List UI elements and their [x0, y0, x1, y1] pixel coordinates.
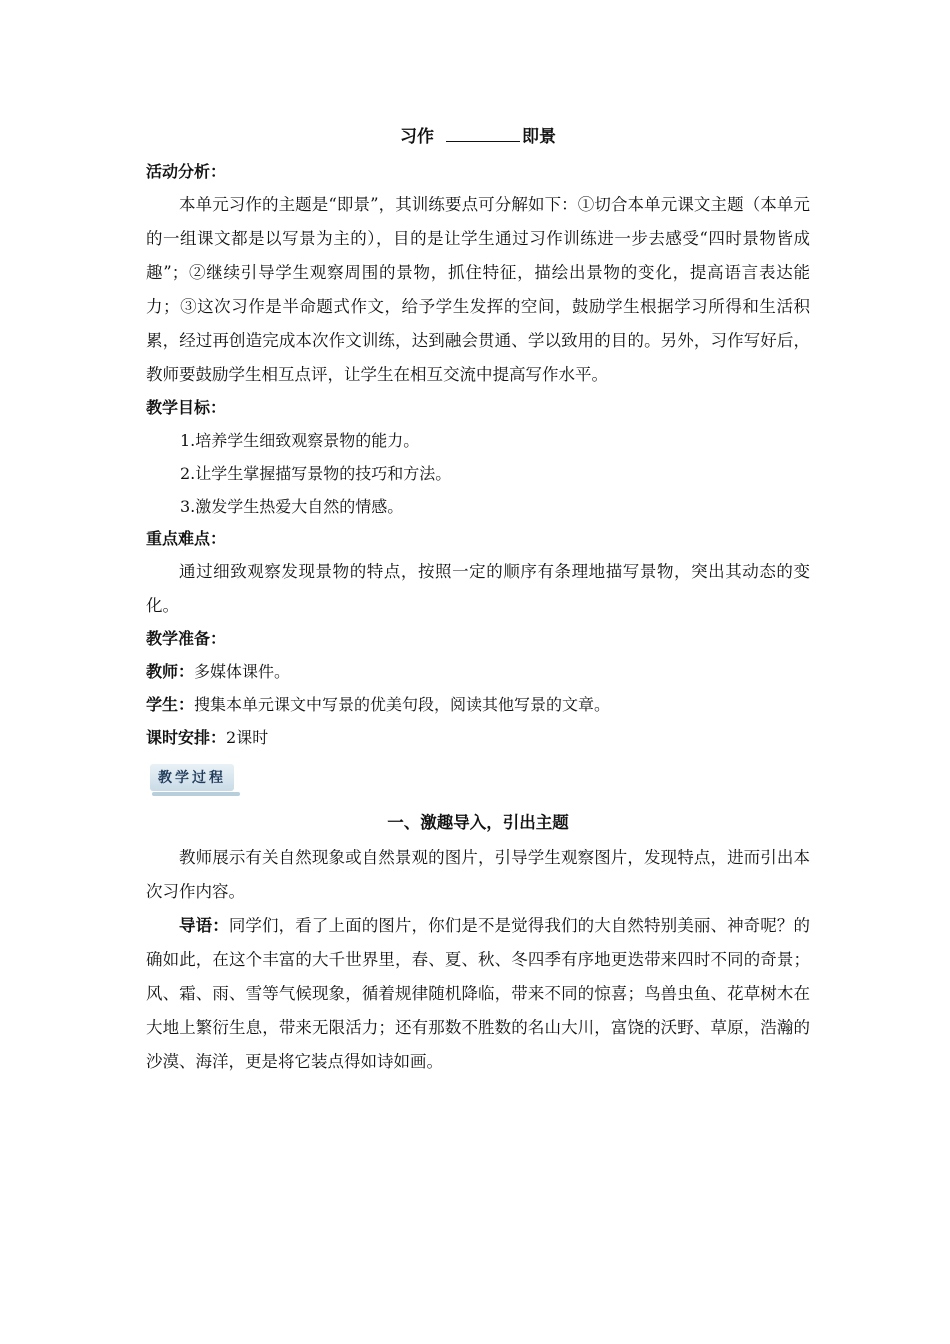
goal-item: 2.让学生掌握描写景物的技巧和方法。: [180, 464, 452, 483]
section-title: 一、激趣导入，引出主题: [387, 813, 569, 832]
schedule-label: 课时安排：: [146, 728, 227, 747]
schedule-line: [146, 721, 810, 754]
lead-paragraph: [146, 909, 810, 1079]
goals-heading: 教学目标：: [146, 398, 227, 417]
title-suffix: 即景: [522, 127, 556, 147]
section-paragraph: 教师展示有关自然现象或自然景观的图片，引导学生观察图片，发现特点，进而引出本次习作内容。: [146, 848, 810, 901]
prep-teacher-label: 教师：: [146, 662, 195, 681]
schedule-text: 2课时: [226, 728, 269, 747]
lead-label: 导语：: [179, 916, 229, 935]
prep-teacher-text: 多媒体课件。: [194, 662, 291, 681]
lead-text: 同学们，看了上面的图片，你们是不是觉得我们的大自然特别美丽、神奇呢？的确如此，在这个丰富的大千世界里，春、夏、秋、冬四季有序地更迭带来四时不同的奇景；风、霜、雨、雪等气候现象，循着规律随机降临，带来不同的惊喜；鸟兽虫鱼、花草树木在大地上繁衍生息，带来无限活力；还有那数不胜数的名山大川，富饶的沃野、草原，浩瀚的沙漠、海洋，更是将它装点得如诗如画。: [146, 916, 811, 1071]
prep-heading: 教学准备：: [146, 629, 227, 648]
prep-student-text: 搜集本单元课文中写景的优美句段，阅读其他写景的文章。: [194, 695, 611, 714]
goal-item: 3.激发学生热爱大自然的情感。: [180, 497, 404, 516]
prep-teacher-line: [146, 655, 810, 688]
document-title: [146, 118, 810, 156]
prep-student-line: [146, 688, 810, 721]
goal-item: 1.培养学生细致观察景物的能力。: [180, 431, 420, 450]
document-content: [146, 118, 810, 1079]
key-points-paragraph: 通过细致观察发现景物的特点，按照一定的顺序有条理地描写景物，突出其动态的变化。: [146, 562, 810, 615]
analysis-paragraph: 本单元习作的主题是“即景”，其训练要点可分解如下：①切合本单元课文主题（本单元的一组课文都是以写景为主的），目的是让学生通过习作训练进一步去感受“四时景物皆成趣”；②继续引导学生观察周围的景物，抓住特征，描绘出景物的变化，提高语言表达能力；③这次习作是半命题式作文，给予学生发挥的空间，鼓励学生根据学习所得和生活积累，经过再创造完成本次作文训练，达到融会贯通、学以致用的目的。另外，习作写好后，教师要鼓励学生相互点评，让学生在相互交流中提高写作水平。: [146, 195, 810, 384]
prep-student-label: 学生：: [146, 695, 195, 714]
teaching-process-banner: 教学过程: [150, 764, 234, 791]
key-points-heading: 重点难点：: [146, 529, 227, 548]
title-prefix: 习作: [400, 127, 434, 147]
title-blank-line: [446, 125, 520, 142]
analysis-heading: 活动分析：: [146, 162, 227, 181]
